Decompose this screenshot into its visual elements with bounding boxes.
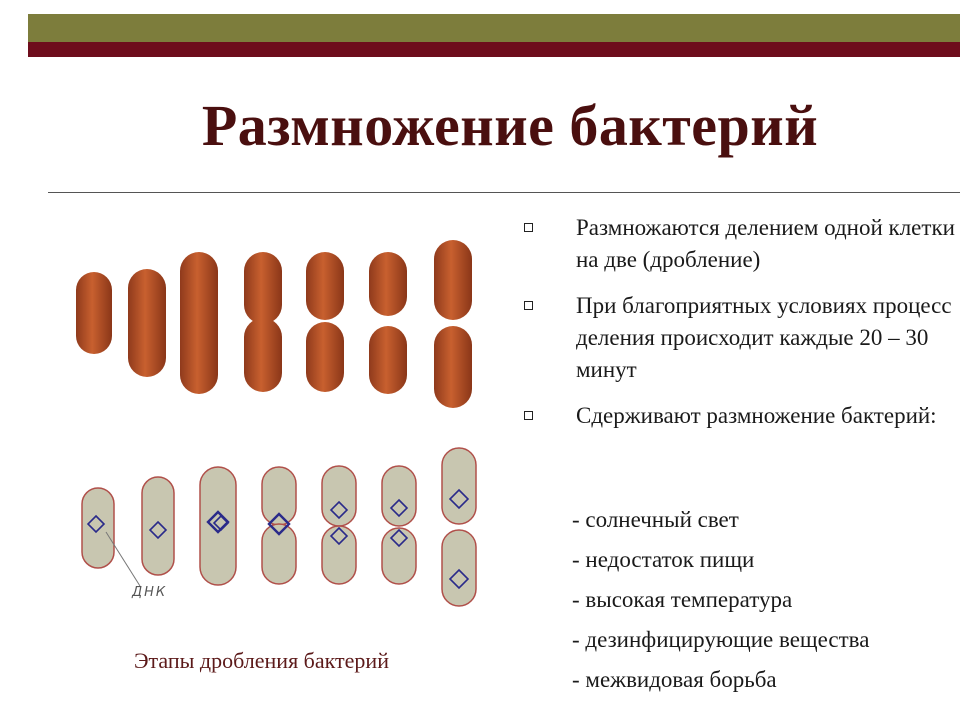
inhibitor-item: - высокая температура [572, 587, 793, 612]
inhibitor-item: - недостаток пищи [572, 547, 755, 572]
title-divider [48, 192, 960, 193]
bacterium-7 [434, 240, 472, 408]
bacterium-4 [244, 252, 282, 392]
inhibitor-item: - солнечный свет [572, 507, 739, 532]
cell-7 [442, 448, 476, 606]
dna-label: ДНК [132, 585, 168, 600]
figure-caption: Этапы дробления бактерий [134, 648, 389, 673]
cell-4 [262, 467, 296, 584]
inhibitors-list [520, 500, 869, 700]
inhibitor-item: - межвидовая борьба [572, 667, 777, 692]
bullet-list [520, 212, 960, 446]
bullet-text: Сдерживают размножение бактерий: [576, 403, 937, 428]
cell-5 [322, 466, 356, 584]
bullet-text: При благоприятных условиях процесс деления происходит каждые 20 – 30 минут [576, 293, 952, 382]
bacterium-3 [180, 252, 218, 394]
header-band-red [28, 42, 960, 57]
bacteria-row-top [76, 240, 472, 408]
square-bullet-icon [524, 411, 533, 420]
cell-6 [382, 466, 416, 584]
square-bullet-icon [524, 301, 533, 310]
cell-2 [142, 477, 174, 575]
inhibitor-item: - дезинфицирующие вещества [572, 627, 870, 652]
bullet-item [520, 290, 960, 386]
bullet-item [520, 400, 960, 432]
bullet-text: Размножаются делением одной клетки на две (дробление) [576, 215, 955, 272]
bacterium-2 [128, 269, 166, 377]
bullet-item [520, 212, 960, 276]
bacteria-division-figure [66, 234, 496, 624]
cell-1 [82, 488, 114, 568]
square-bullet-icon [524, 223, 533, 232]
bacterium-5 [306, 252, 344, 392]
bacterium-1 [76, 272, 112, 354]
header-band-olive [28, 14, 960, 42]
slide-title: Размножение бактерий [201, 93, 819, 158]
bacterium-6 [369, 252, 407, 394]
bacteria-row-bottom [82, 448, 476, 606]
